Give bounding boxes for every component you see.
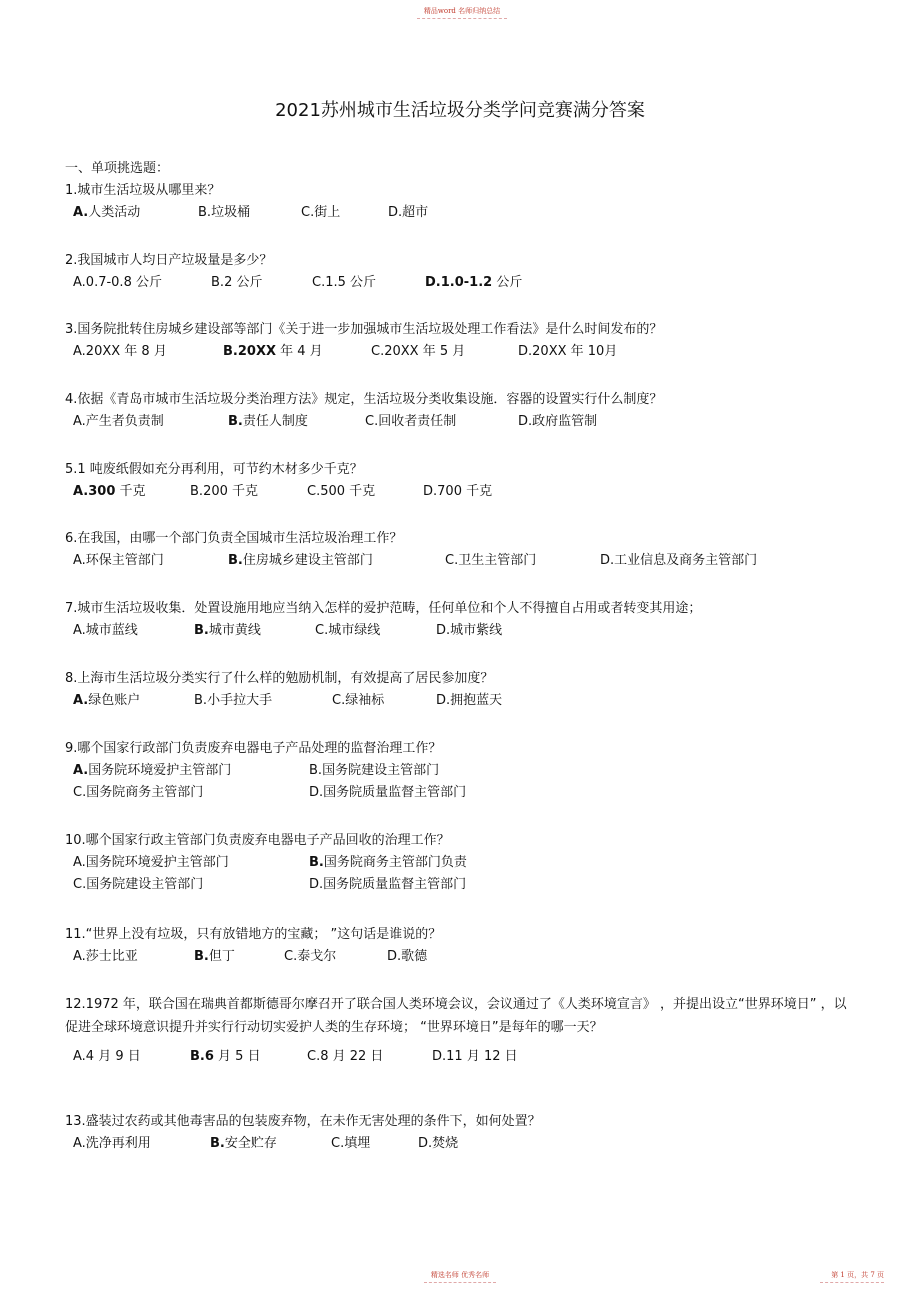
option-a [73,760,309,782]
option-label: 700 千克 [437,484,493,499]
option-letter: A. [73,1049,86,1064]
options-row [73,760,855,782]
option-label: 1.5 公斤 [325,275,377,290]
option-label: 城市蓝线 [85,623,138,638]
question-7 [65,598,855,642]
option-a [73,202,198,224]
option-letter: D. [436,693,451,708]
option-label: 焚烧 [432,1136,459,1151]
option-label: 8 月 22 日 [320,1049,384,1064]
option-label: 11 月 12 日 [446,1049,518,1064]
option-c [371,341,518,363]
option-c [284,946,387,968]
option-c [307,1046,432,1068]
option-letter: D. [387,949,402,964]
option-a [73,1133,210,1155]
option-letter: D. [309,877,324,892]
option-letter: D. [518,414,533,429]
option-letter: B. [194,623,209,638]
question-text: 13.盛装过农药或其他毒害品的包装废弃物，在未作无害处理的条件下，如何处置？ [65,1114,541,1129]
option-letter: D. [436,623,451,638]
option-label: 20XX 年 8 月 [85,344,167,359]
option-label: 城市绿线 [328,623,381,638]
option-c [445,550,600,572]
question-text: 2.我国城市人均日产垃圾量是多少？ [65,253,273,268]
option-label: 拥抱蓝天 [450,693,503,708]
option-a [73,690,194,712]
option-letter: A. [73,623,86,638]
options-row [73,782,855,804]
option-letter: A. [73,855,86,870]
option-label: 国务院建设主管部门 [86,877,204,892]
option-label: 国务院质量监督主管部门 [323,877,467,892]
option-label: 绿色账户 [88,693,141,708]
option-letter: A. [73,414,86,429]
option-b [190,1046,307,1068]
options-row [73,1046,855,1068]
option-b [198,202,301,224]
option-letter: B. [210,1136,225,1151]
option-label: 城市黄线 [208,623,261,638]
option-b [194,690,332,712]
options-row [73,690,855,712]
question-13 [65,1111,855,1155]
option-c [301,202,388,224]
option-c [331,1133,418,1155]
option-letter: C. [284,949,298,964]
option-d [388,202,468,224]
option-label: 产生者负责制 [85,414,164,429]
option-label: 0.7-0.8 公斤 [85,275,162,290]
option-letter: B. [228,414,243,429]
option-label: 政府监管制 [532,414,598,429]
option-letter: A. [73,344,86,359]
option-label: 国务院建设主管部门 [322,763,440,778]
option-letter: B. [309,763,323,778]
option-b [228,411,365,433]
option-label: 工业信息及商务主管部门 [614,553,758,568]
page-title: 2021苏州城市生活垃圾分类学问竞赛满分答案 [275,100,645,121]
option-letter: C. [307,484,321,499]
option-d [518,341,638,363]
option-label: 安全贮存 [224,1136,277,1151]
option-label: 填埋 [344,1136,371,1151]
option-d [423,481,533,503]
option-c [332,690,436,712]
option-letter: C. [445,553,459,568]
option-label: 国务院环境爱护主管部门 [88,763,232,778]
option-b [210,1133,331,1155]
question-4 [65,389,855,433]
option-a [73,272,211,294]
option-letter: C. [331,1136,345,1151]
option-letter: B. [211,275,225,290]
options-row [73,481,855,503]
question-text: 3.国务院批转住房城乡建设部等部门《关于进一步加强城市生活垃圾处理工作看法》是什么时间发布的？ [65,322,663,337]
option-label: 20XX 年 10月 [532,344,618,359]
option-a [73,852,309,874]
header-watermark: 精品word 名师归纳总结 [417,6,507,19]
option-letter: A. [73,275,86,290]
option-letter: C. [332,693,346,708]
option-letter: B. [198,205,212,220]
option-d [432,1046,552,1068]
question-text: 6.在我国，由哪一个部门负责全国城市生活垃圾治理工作？ [65,531,403,546]
option-letter: A. [73,763,89,778]
option-letter: C. [73,785,87,800]
option-a [73,341,223,363]
option-label: 20XX 年 5 月 [384,344,466,359]
options-row [73,202,855,224]
option-letter: A.300 [73,484,116,499]
option-d [387,946,467,968]
option-b [309,852,489,874]
option-letter: C. [301,205,315,220]
option-a [73,481,190,503]
option-a [73,946,194,968]
question-text: 4.依据《青岛市城市生活垃圾分类治理方法》规定，生活垃圾分类收集设施．容器的设置实行什么制度？ [65,392,663,407]
option-label: 国务院商务主管部门负责 [323,855,467,870]
option-letter: C. [73,877,87,892]
option-label: 200 千克 [203,484,259,499]
option-b [223,341,371,363]
option-b [228,550,445,572]
option-a [73,411,228,433]
option-c [315,620,436,642]
option-letter: D. [600,553,615,568]
option-label: 洗净再利用 [85,1136,151,1151]
option-letter: A. [73,205,89,220]
options-row [73,946,855,968]
question-text: 9.哪个国家行政部门负责废弃电器电子产品处理的监督治理工作？ [65,741,442,756]
option-a [73,620,194,642]
option-letter: D. [388,205,403,220]
option-letter: A. [73,1136,86,1151]
question-text: 5.1 吨废纸假如充分再利用，可节约木材多少千克？ [65,462,363,477]
option-letter: B. [194,949,209,964]
question-10 [65,830,855,896]
option-letter: C. [307,1049,321,1064]
option-label: 公斤 [492,275,523,290]
option-label: 千克 [115,484,146,499]
option-b [211,272,312,294]
options-row [73,550,855,572]
question-text: 12.1972 年，联合国在瑞典首都斯德哥尔摩召开了联合国人类环境会议，会议通过了《人类环境宣言》 ，并提出设立“世界环境日” ，以促进全球环境意识提升并实行行动切实爱护人类的生存环境； “世界环境日”是每年的哪一天？ [65,997,847,1035]
option-label: 但丁 [208,949,235,964]
option-letter: A. [73,693,89,708]
option-c [73,782,309,804]
option-c [73,874,309,896]
option-label: 城市紫线 [450,623,503,638]
question-8 [65,668,855,712]
option-letter: B. [228,553,243,568]
question-text: 1.城市生活垃圾从哪里来？ [65,183,221,198]
option-letter: D. [423,484,438,499]
option-label: 4 月 9 日 [85,1049,141,1064]
option-d [600,550,800,572]
option-letter: A. [73,553,86,568]
question-text: 11.“世界上没有垃圾，只有放错地方的宝藏； ”这句话是谁说的？ [65,927,442,942]
question-text: 7.城市生活垃圾收集．处置设施用地应当纳入怎样的爱护范畴，任何单位和个人不得擅自占用或者转变其用途； [65,601,702,616]
option-a [73,550,228,572]
option-d [518,411,638,433]
option-letter: D. [309,785,324,800]
option-letter: C. [315,623,329,638]
option-b [309,760,489,782]
options-row [73,874,855,896]
option-label: 国务院环境爱护主管部门 [85,855,229,870]
question-9 [65,738,855,804]
option-d [418,1133,498,1155]
option-b [194,946,284,968]
option-c [312,272,425,294]
footer-left: 精选名师 优秀名师 [424,1270,496,1283]
option-a [73,1046,190,1068]
option-label: 莎士比亚 [85,949,138,964]
option-letter: B. [309,855,324,870]
option-b [190,481,307,503]
option-c [307,481,423,503]
option-label: 垃圾桶 [211,205,251,220]
option-label: 超市 [402,205,429,220]
question-11 [65,924,855,968]
question-text: 8.上海市生活垃圾分类实行了什么样的勉励机制，有效提高了居民参加度？ [65,671,494,686]
option-label: 卫生主管部门 [458,553,537,568]
option-letter: D. [518,344,533,359]
option-letter: B.20XX [223,344,276,359]
footer-page-number: 第 1 页，共 7 页 [820,1270,884,1283]
options-row [73,272,855,294]
option-label: 住房城乡建设主管部门 [242,553,373,568]
options-row [73,620,855,642]
option-label: 环保主管部门 [85,553,164,568]
option-label: 泰戈尔 [297,949,337,964]
option-b [194,620,315,642]
question-5 [65,459,855,503]
option-label: 年 4 月 [275,344,323,359]
option-d [425,272,535,294]
option-letter: D. [432,1049,447,1064]
question-1 [65,180,855,224]
option-letter: C. [365,414,379,429]
option-letter: C. [312,275,326,290]
question-12 [65,993,855,1068]
question-6 [65,528,855,572]
option-letter: B. [190,484,204,499]
option-label: 月 5 日 [213,1049,261,1064]
option-label: 国务院质量监督主管部门 [323,785,467,800]
option-label: 歌德 [401,949,428,964]
option-label: 2 公斤 [224,275,263,290]
option-letter: D.1.0-1.2 [425,275,493,290]
question-text: 10.哪个国家行政主管部门负责废弃电器电子产品回收的治理工作？ [65,833,450,848]
option-label: 街上 [314,205,341,220]
option-label: 小手拉大手 [207,693,273,708]
option-label: 人类活动 [88,205,141,220]
option-letter: B.6 [190,1049,214,1064]
option-letter: B. [194,693,208,708]
option-letter: C. [371,344,385,359]
option-label: 绿袖标 [345,693,385,708]
option-label: 国务院商务主管部门 [86,785,204,800]
question-3 [65,319,855,363]
options-row [73,411,855,433]
option-d [436,620,546,642]
option-label: 责任人制度 [242,414,308,429]
question-2 [65,250,855,294]
options-row [73,341,855,363]
options-row [73,1133,855,1155]
option-label: 回收者责任制 [378,414,457,429]
option-letter: A. [73,949,86,964]
options-row [73,852,855,874]
option-d [436,690,546,712]
option-label: 500 千克 [320,484,376,499]
option-c [365,411,518,433]
option-d [309,874,489,896]
option-letter: D. [418,1136,433,1151]
option-d [309,782,489,804]
section-heading: 一、单项挑选题： [65,161,170,176]
